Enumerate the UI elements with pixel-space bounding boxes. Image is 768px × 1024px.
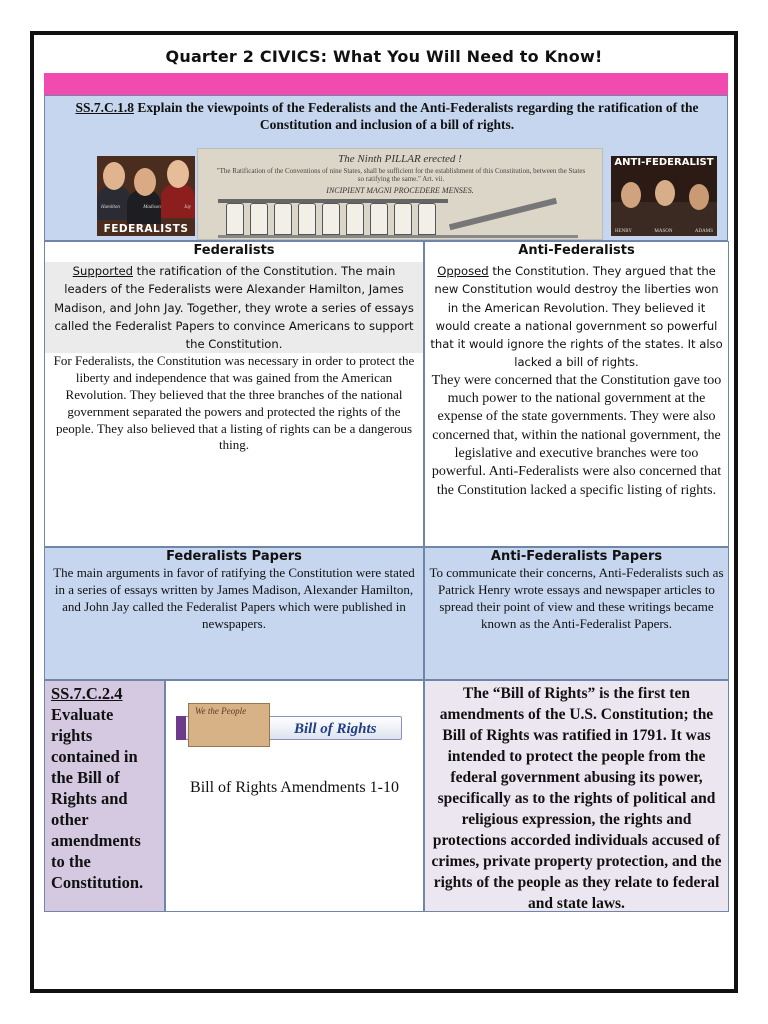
- bill-of-rights-banner: [176, 703, 402, 741]
- bill-of-rights-caption: Bill of Rights Amendments 1-10: [190, 779, 399, 796]
- anti-federalist-image: [611, 156, 717, 236]
- page-title: Quarter 2 CIVICS: What You Will Need to Know!: [165, 47, 603, 66]
- standard-1-description: Explain the viewpoints of the Federalists and the Anti-Federalists regarding the ratification of the Constitution and inclusion of a bill of rights.: [134, 100, 699, 132]
- page-frame: [30, 31, 738, 993]
- pillar-latin: INCIPIENT MAGNI PROCEDERE MENSES.: [326, 186, 474, 195]
- standard-1-section: [44, 95, 728, 241]
- anti-federalists-opposed: Opposed: [437, 264, 489, 278]
- standard-2-code: SS.7.C.2.4: [51, 684, 123, 703]
- anti-federalists-body: They were concerned that the Constitution gave too much power to the national government at the expense of the state governments. They were also concerned that, within the national government, the legislative and executive branches were too powerful. Anti-Federalists were also concerned that the Constitution lacked a specific listing of rights.: [431, 372, 722, 498]
- federalists-supported: Supported: [72, 264, 133, 278]
- pillar-caption: The Ninth PILLAR erected !: [338, 153, 462, 165]
- anti-federalist-image-label: ANTI-FEDERALIST: [614, 157, 714, 168]
- pink-divider-bar: [44, 73, 728, 95]
- standard-1-text: [53, 99, 721, 133]
- standard-1-code: SS.7.C.1.8: [75, 100, 135, 115]
- pillar-subtext: "The Ratification of the Conventions of nine States, shall be sufficient for the establishment of this Constitution, between the States so ratifying the same." Art. vii.: [216, 167, 586, 183]
- anti-federalist-papers-body: To communicate their concerns, Anti-Federalists such as Patrick Henry wrote essays and newspaper articles to spread their point of view and these writings became known as the Anti-Federalist Papers.: [429, 565, 724, 631]
- standard-2-text: Evaluate rights contained in the Bill of Rights and other amendments to the Constitution.: [51, 705, 144, 892]
- bill-of-rights-image-cell: [165, 680, 424, 912]
- anti-federalist-papers-heading: Anti-Federalists Papers: [490, 549, 663, 564]
- federalist-papers-body: The main arguments in favor of ratifying the Constitution were stated in a series of essays written by James Madison, Alexander Hamilton, and John Jay called the Federalist Papers which were published in newspapers.: [53, 565, 415, 631]
- anti-federalists-heading: Anti-Federalists: [518, 243, 635, 258]
- federalist-papers-cell: [44, 547, 424, 680]
- federalists-body: For Federalists, the Constitution was necessary in order to protect the liberty and independence that was gained from the American Revolution. They believed that the three branches of the national government separated the powers and protected the rights of the people. They also believed that a listing of rights can be a dangerous thing.: [53, 353, 415, 453]
- federalist-papers-heading: Federalists Papers: [166, 549, 302, 564]
- bill-of-rights-banner-title: Bill of Rights: [294, 721, 377, 737]
- anti-federalists-cell: [424, 241, 729, 547]
- federalists-heading: Federalists: [193, 243, 275, 258]
- we-the-people-document: We the People: [188, 703, 270, 747]
- standard-2-cell: [44, 680, 165, 912]
- federalists-lead: Supported the ratification of the Constitution. The main leaders of the Federalists were Alexander Hamilton, James Madison, and John Jay. Together, they wrote a series of essays called the Federalist Papers to convince Americans to support the Constitution.: [45, 262, 423, 353]
- federalists-image-names: Hamilton Madison Jay: [101, 205, 191, 210]
- federalists-image-label: FEDERALISTS: [103, 223, 189, 235]
- anti-federalists-lead: Opposed the Constitution. They argued that the new Constitution would destroy the liberties won in the American Revolution. They believed it would create a national government so powerful that it would ignore the rights of the states. It also lacked a bill of rights.: [425, 262, 728, 372]
- anti-federalist-papers-cell: [424, 547, 729, 680]
- anti-federalist-image-names: HENRY MASON ADAMS: [615, 229, 713, 234]
- ninth-pillar-cartoon: [197, 148, 603, 240]
- bill-of-rights-description: The “Bill of Rights” is the first ten amendments of the U.S. Constitution; the Bill of Rights was ratified in 1791. It was intended to protect the people from the federal government abusing its power, specifically as to the rights of political and religious expression, the rights and protections accorded individuals accused of crimes, private property protection, and the rights of the people as they relate to federal and state laws.: [424, 680, 729, 912]
- federalists-image: [97, 156, 195, 236]
- federalists-cell: [44, 241, 424, 547]
